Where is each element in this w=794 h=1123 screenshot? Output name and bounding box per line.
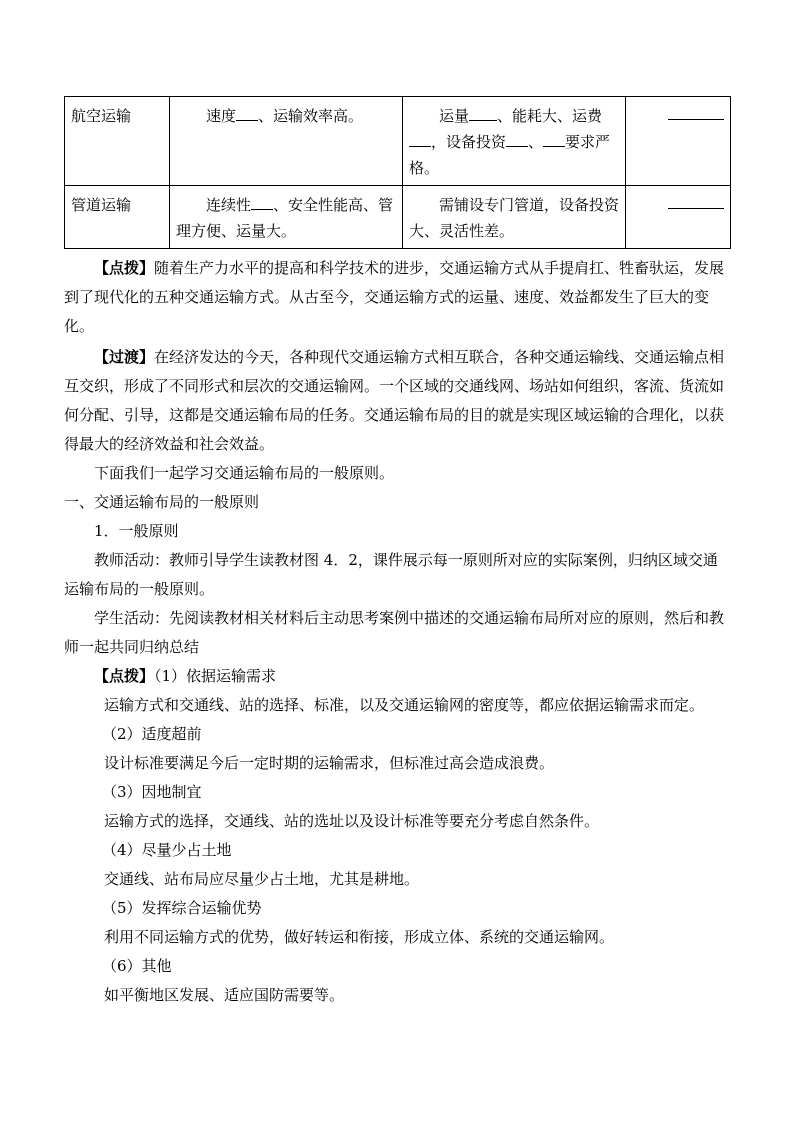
fill-blank[interactable] xyxy=(409,132,431,147)
answer-blank[interactable] xyxy=(668,119,724,120)
principle-1-text: 运输方式和交通线、站的选择、标准，以及交通运输网的密度等，都应依据运输需求而定。 xyxy=(104,696,705,714)
principle-4-title: （4）尽量少占土地 xyxy=(102,841,232,859)
answer-cell xyxy=(626,97,731,186)
principle-3-text: 运输方式的选择，交通线、站的选址以及设计标准等要充分考虑自然条件。 xyxy=(104,812,600,830)
teacher-activity: 教师活动：教师引导学生读教材图 4．2，课件展示每一原则所对应的实际案例，归纳区域交通运输布局的一般原则。 xyxy=(64,551,718,598)
mode-cell xyxy=(65,186,170,249)
fill-blank[interactable] xyxy=(543,132,565,147)
fill-blank[interactable] xyxy=(469,106,497,121)
disadvantage-text: 运量 、能耗大、运费，设备投资 、 要求严格。 xyxy=(409,107,611,177)
principle-6-text: 如平衡地区发展、适应国防需要等。 xyxy=(104,986,345,1004)
answer-cell xyxy=(626,186,731,249)
section-heading: 一、交通运输布局的一般原则 xyxy=(64,493,260,511)
fill-blank[interactable] xyxy=(506,132,528,147)
principle-5-title: （5）发挥综合运输优势 xyxy=(102,899,262,917)
fill-blank[interactable] xyxy=(236,106,258,121)
table-row xyxy=(65,97,731,186)
principle-6-title: （6）其他 xyxy=(102,957,172,975)
mode-label: 管道运输 xyxy=(71,196,132,214)
disadvantage-cell xyxy=(403,97,626,186)
mode-label: 航空运输 xyxy=(71,107,132,125)
intro-paragraph: 下面我们一起学习交通运输布局的一般原则。 xyxy=(94,464,395,482)
advantage-text: 连续性 、安全性能高、管理方便、运量大。 xyxy=(176,196,394,240)
advantage-cell xyxy=(170,186,403,249)
table-row xyxy=(65,186,731,249)
subsection-heading: 1．一般原则 xyxy=(94,522,179,540)
transport-comparison-table xyxy=(64,96,731,249)
fill-blank[interactable] xyxy=(251,195,273,210)
principle-1-title: 【点拨】（1）依据运输需求 xyxy=(94,667,277,685)
body-content xyxy=(64,250,732,1010)
answer-blank[interactable] xyxy=(668,208,724,209)
principle-4-text: 交通线、站布局应尽量少占土地，尤其是耕地。 xyxy=(104,870,420,888)
disadvantage-cell xyxy=(403,186,626,249)
mode-cell xyxy=(65,97,170,186)
principle-5-text: 利用不同运输方式的优势，做好转运和衔接，形成立体、系统的交通运输网。 xyxy=(104,928,615,946)
dianbo-paragraph: 【点拨】随着生产力水平的提高和科学技术的进步，交通运输方式从手提肩扛、牲畜驮运，发展到了现代化的五种交通运输方式。从古至今，交通运输方式的运量、速度、效益都发生了巨大的变化。 xyxy=(64,259,725,335)
advantage-cell xyxy=(170,97,403,186)
student-activity: 学生活动：先阅读教材相关材料后主动思考案例中描述的交通运输布局所对应的原则，然后和教师一起共同归纳总结 xyxy=(64,609,725,656)
advantage-text: 速度 、运输效率高。 xyxy=(206,107,364,125)
principle-2-title: （2）适度超前 xyxy=(102,725,202,743)
principle-2-text: 设计标准要满足今后一定时期的运输需求，但标准过高会造成浪费。 xyxy=(104,754,555,772)
principle-3-title: （3）因地制宜 xyxy=(102,783,202,801)
disadvantage-text: 需铺设专门管道，设备投资大、灵活性差。 xyxy=(409,196,620,240)
guodu-paragraph: 【过渡】在经济发达的今天，各种现代交通运输方式相互联合，各种交通运输线、交通运输点相互交织，形成了不同形式和层次的交通运输网。一个区域的交通线网、场站如何组织，客流、货流如何分配、引导，这都是交通运输布局的任务。交通运输布局的目的就是实现区域运输的合理化，以获得最大的经济效益和社会效益。 xyxy=(64,348,725,453)
